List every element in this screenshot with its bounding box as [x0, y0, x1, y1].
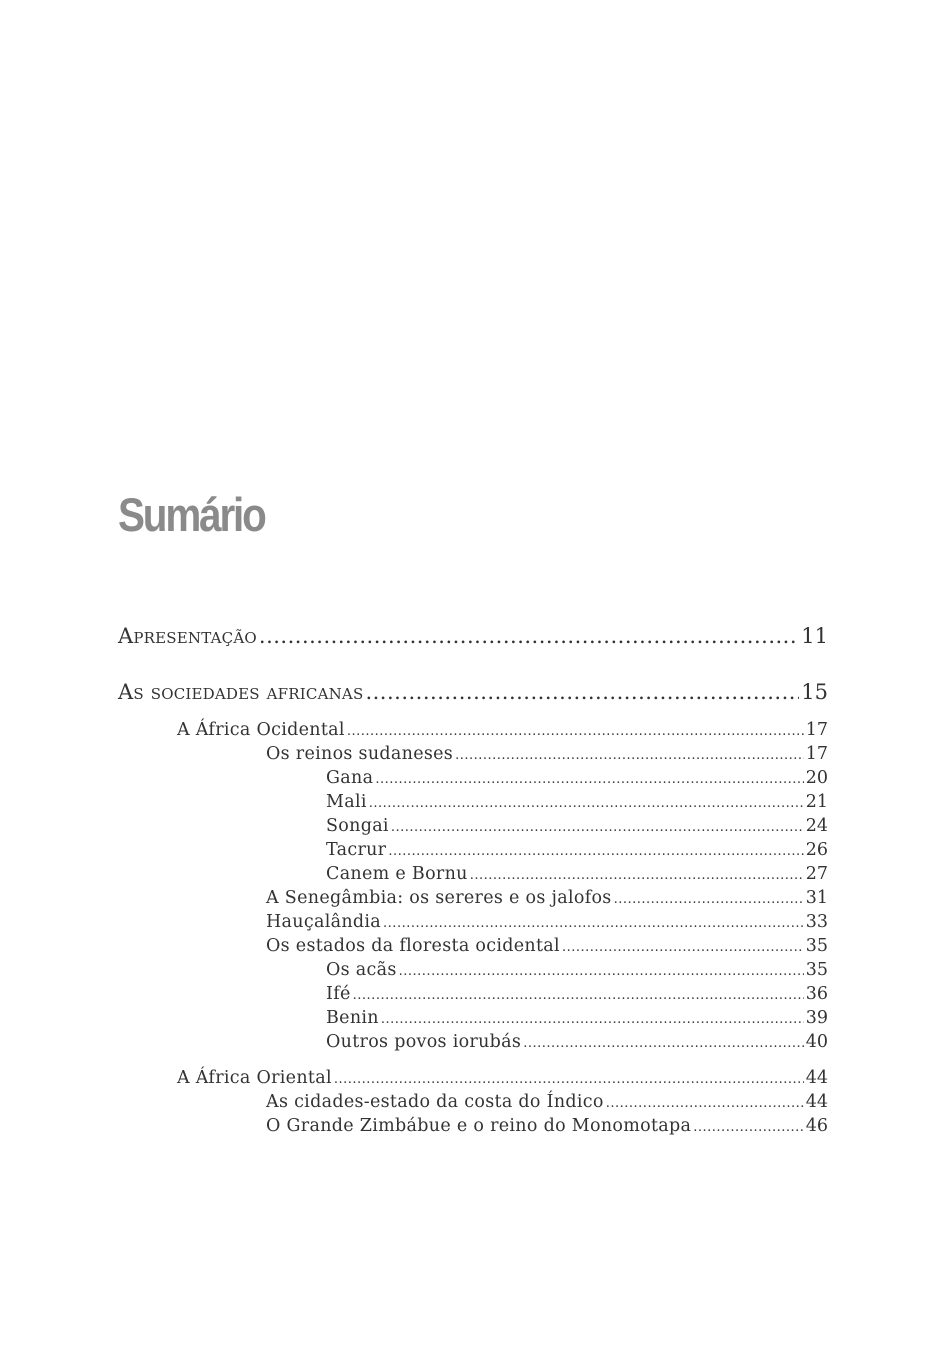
- toc-entry-benin[interactable]: [326, 1006, 828, 1032]
- toc-entry-sociedades-africanas[interactable]: [118, 679, 828, 705]
- toc-page-number: 44: [805, 1092, 828, 1112]
- toc-entry-gana[interactable]: [326, 766, 828, 792]
- toc-leader-dots: [383, 912, 804, 936]
- toc-leader-dots: [614, 888, 804, 912]
- toc-entry-povos-iorubas[interactable]: [326, 1030, 828, 1056]
- toc-leader-dots: [259, 623, 799, 649]
- toc-page-number: 20: [805, 768, 828, 788]
- toc-entry-label: Tacrur: [326, 840, 387, 860]
- toc-entry-label: Benin: [326, 1008, 379, 1028]
- toc-leader-dots: [375, 768, 803, 792]
- toc-entry-mali[interactable]: [326, 790, 828, 816]
- toc-leader-dots: [365, 679, 799, 705]
- toc-leader-dots: [470, 864, 804, 888]
- toc-leader-dots: [523, 1032, 804, 1056]
- toc-page-number: 26: [805, 840, 828, 860]
- toc-page-number: 36: [805, 984, 828, 1004]
- toc-entry-grande-zimbabue[interactable]: [266, 1114, 828, 1140]
- toc-leader-dots: [369, 792, 804, 816]
- toc-entry-label: Songai: [326, 816, 389, 836]
- toc-page-number: 31: [805, 888, 828, 908]
- toc-entry-haucalandia[interactable]: [266, 910, 828, 936]
- toc-entry-songai[interactable]: [326, 814, 828, 840]
- toc-entry-cidades-estado[interactable]: [266, 1090, 828, 1116]
- toc-page-number: 17: [805, 720, 828, 740]
- toc-entry-label: O Grande Zimbábue e o reino do Monomotapa: [266, 1116, 692, 1136]
- toc-entry-label: Gana: [326, 768, 374, 788]
- toc-page-number: 39: [805, 1008, 828, 1028]
- toc-entry-acas[interactable]: [326, 958, 828, 984]
- toc-leader-dots: [391, 816, 804, 840]
- toc-entry-africa-oriental[interactable]: [177, 1066, 828, 1092]
- toc-entry-label: As sociedades africanas: [118, 680, 364, 704]
- toc-leader-dots: [693, 1116, 803, 1140]
- toc-page-number: 44: [805, 1068, 828, 1088]
- toc-entry-label: A Senegâmbia: os sereres e os jalofos: [266, 888, 612, 908]
- toc-entry-reinos-sudaneses[interactable]: [266, 742, 828, 768]
- toc-leader-dots: [381, 1008, 804, 1032]
- toc-entry-canem-bornu[interactable]: [326, 862, 828, 888]
- toc-page-number: 35: [805, 936, 828, 956]
- toc-entry-label: Canem e Bornu: [326, 864, 468, 884]
- toc-entry-label: Outros povos iorubás: [326, 1032, 522, 1052]
- toc-entry-label: A África Oriental: [177, 1068, 332, 1088]
- toc-entry-apresentacao[interactable]: [118, 623, 828, 649]
- toc-leader-dots: [388, 840, 803, 864]
- toc-page-number: 24: [805, 816, 828, 836]
- toc-page-number: 15: [801, 680, 828, 704]
- toc-page-number: 21: [805, 792, 828, 812]
- toc-entry-estados-floresta[interactable]: [266, 934, 828, 960]
- toc-leader-dots: [455, 744, 804, 768]
- toc-page-number: 40: [805, 1032, 828, 1052]
- toc-entry-tacrur[interactable]: [326, 838, 828, 864]
- toc-page-number: 46: [805, 1116, 828, 1136]
- toc-leader-dots: [606, 1092, 804, 1116]
- toc-page-number: 11: [801, 624, 828, 648]
- toc-page-number: 33: [805, 912, 828, 932]
- toc-entry-ife[interactable]: [326, 982, 828, 1008]
- toc-entry-label: Os acãs: [326, 960, 397, 980]
- toc-leader-dots: [353, 984, 804, 1008]
- toc-page-number: 35: [805, 960, 828, 980]
- toc-entry-senegambia[interactable]: [266, 886, 828, 912]
- toc-entry-label: Os reinos sudaneses: [266, 744, 454, 764]
- page-title: Sumário: [118, 488, 265, 541]
- toc-entry-label: As cidades-estado da costa do Índico: [266, 1092, 604, 1112]
- toc-leader-dots: [562, 936, 804, 960]
- toc-entry-label: Hauçalândia: [266, 912, 382, 932]
- toc-leader-dots: [334, 1068, 804, 1092]
- toc-page-number: 27: [805, 864, 828, 884]
- toc-entry-label: Ifé: [326, 984, 351, 1004]
- toc-entry-africa-ocidental[interactable]: [177, 718, 828, 744]
- toc-entry-label: Apresentação: [118, 624, 257, 648]
- toc-entry-label: A África Ocidental: [177, 720, 345, 740]
- toc-entry-label: Os estados da floresta ocidental: [266, 936, 560, 956]
- toc-leader-dots: [399, 960, 804, 984]
- toc-leader-dots: [347, 720, 804, 744]
- toc-entry-label: Mali: [326, 792, 367, 812]
- toc-page-number: 17: [805, 744, 828, 764]
